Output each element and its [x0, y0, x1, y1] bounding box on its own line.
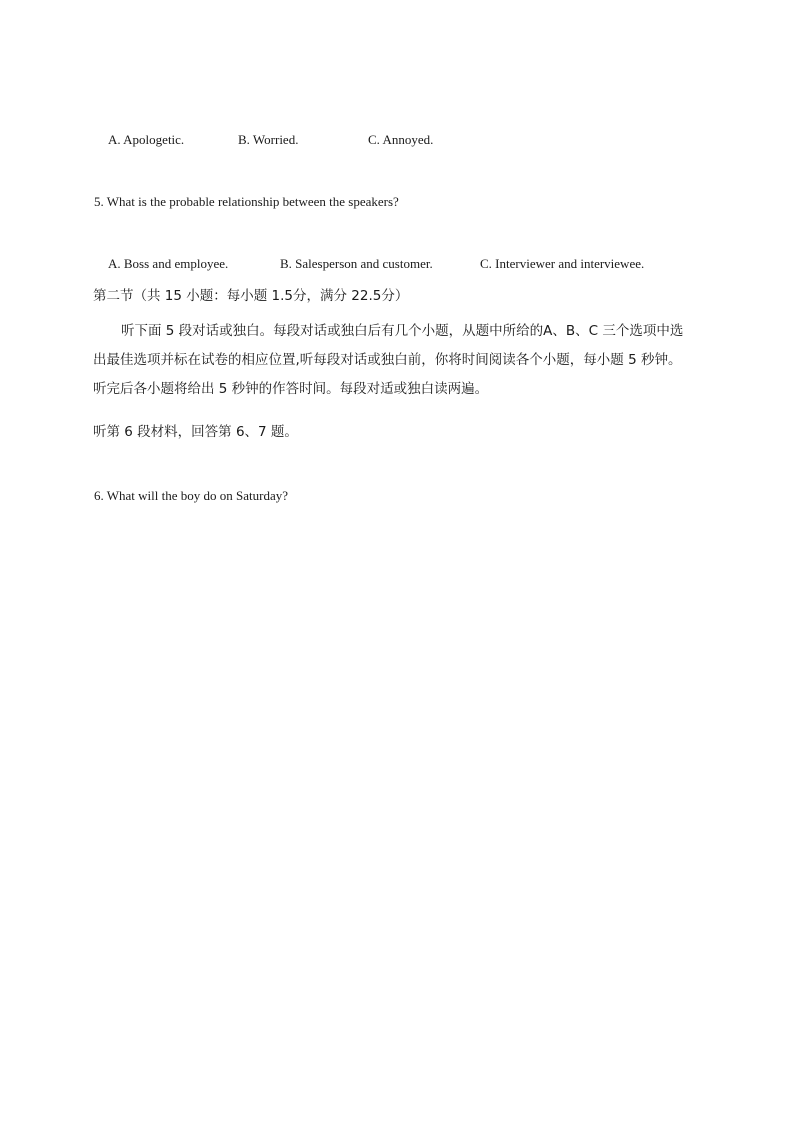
instruction-line-3: 听完后各小题将给出 5 秒钟的作答时间。每段对适或独白读两遍。 — [93, 381, 489, 397]
q6-question-text: 6. What will the boy do on Saturday? — [94, 488, 289, 503]
q4-option-a: A. Apologetic. — [108, 132, 185, 147]
section-heading: 第二节（共 15 小题：每小题 1.5分，满分 22.5分） — [93, 288, 409, 304]
q4-option-c: C. Annoyed. — [368, 132, 434, 147]
q4-option-b: B. Worried. — [238, 132, 299, 147]
q5-option-a: A. Boss and employee. — [108, 256, 229, 271]
material-note: 听第 6 段材料，回答第 6、7 题。 — [93, 424, 298, 440]
instruction-line-1: 听下面 5 段对话或独白。每段对话或独白后有几个小题，从题中所给的A、B、C 三个选项中选 — [121, 323, 684, 339]
q5-option-c: C. Interviewer and interviewee. — [480, 256, 645, 271]
q5-question-text: 5. What is the probable relationship between the speakers? — [94, 194, 399, 209]
instruction-line-2: 出最佳选项并标在试卷的相应位置,听每段对话或独白前，你将时间阅读各个小题，每小题 5 秒钟。 — [93, 352, 682, 368]
q5-option-b: B. Salesperson and customer. — [280, 256, 433, 271]
